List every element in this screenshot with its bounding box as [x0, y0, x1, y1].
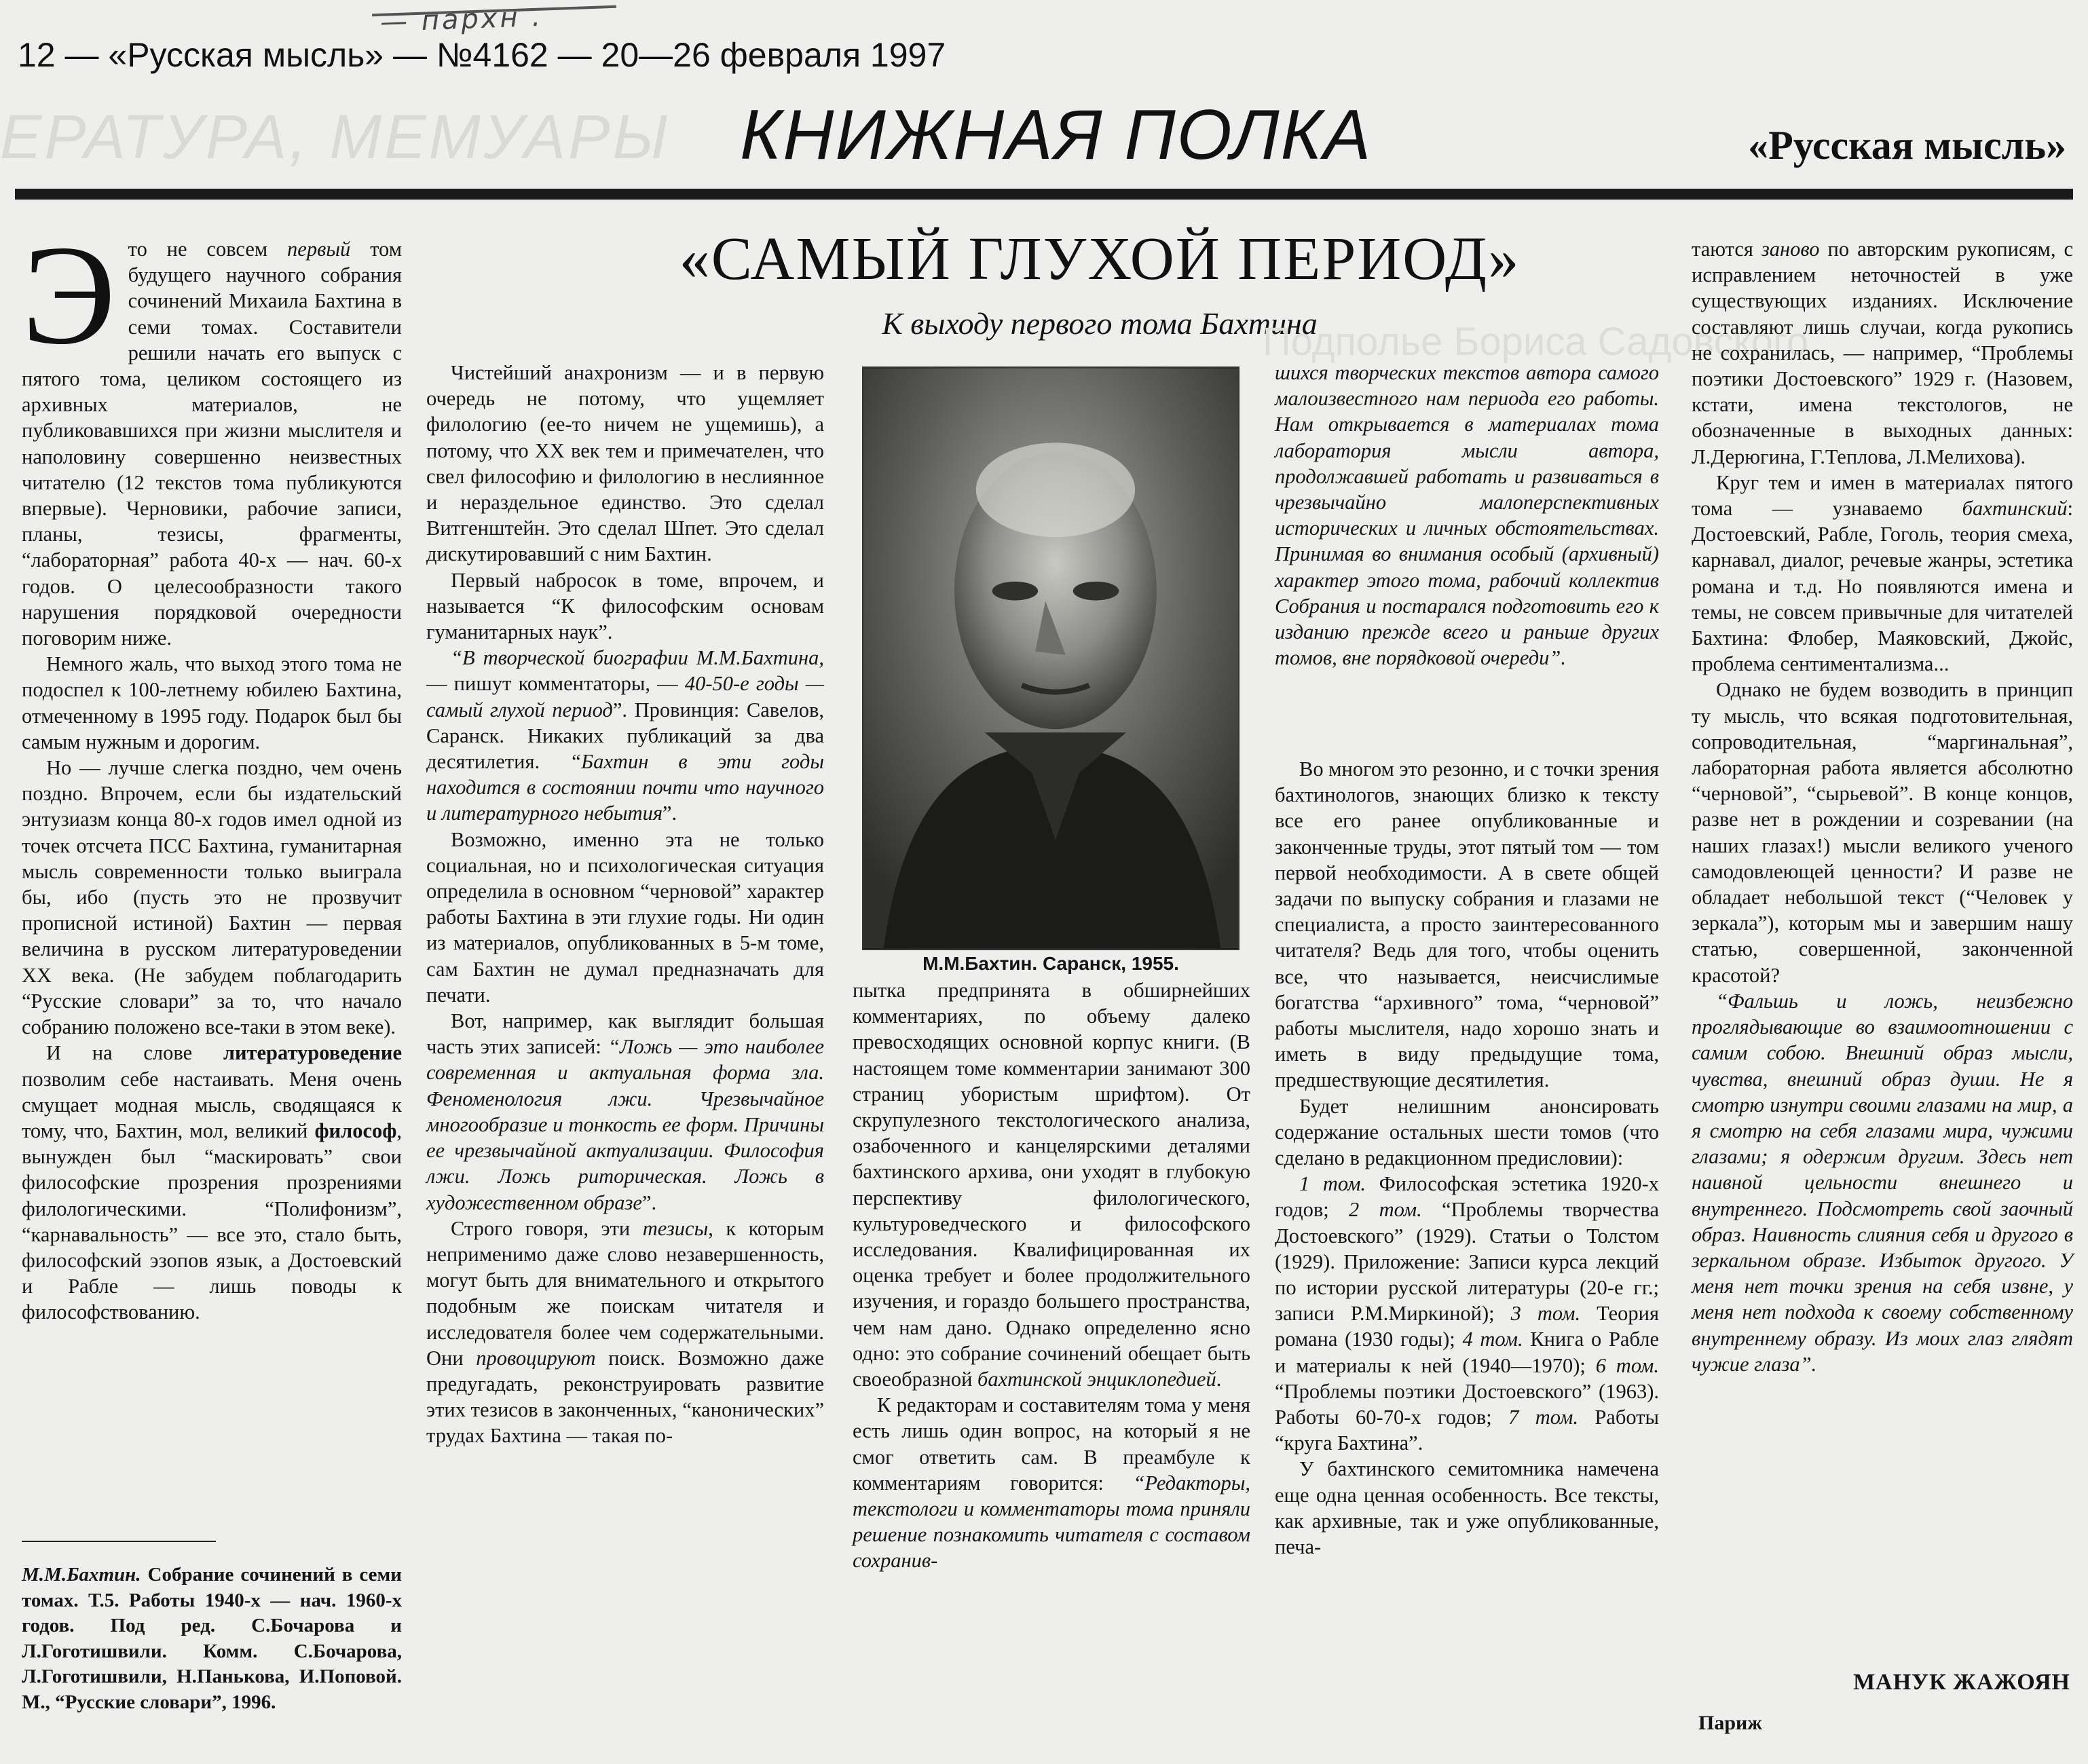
paragraph: Во многом это резонно, и с точки зрения бахтинологов, знающих близко к тексту все его ранее опубликованные и законченные труды, этот пятый том — том первой необходимости. А в свете общей задачи по выпуску собрания и глазами не специалиста, а просто заинтересованного читателя? Ведь для того, чтобы оценить все, что называется, неисчислимые богатства “архивного” тома, “черновой” работы мыслителя, надо хорошо знать и иметь в виду предыдущие тома, предшествующие десятилетия. [1275, 757, 1659, 1092]
paragraph: таются заново по авторским рукописям, с исправлением неточностей в уже существующих изданиях. Исключение составляют лишь случаи, когда рукопись не сохранилась, — например, “Проблемы поэтики Достоевского” 1929 г. (Назовем, кстати, имена текстологов, не обозначенные в выходных данных: Л.Дерюгина, Г.Теплова, Л.Мелихова). [1692, 238, 2074, 468]
article-column-3-top [1275, 360, 1659, 671]
article-column-4 [1275, 756, 1659, 1560]
newspaper-brand: «Русская мысль» [1748, 123, 2066, 168]
drop-cap: Э [22, 217, 116, 374]
author-name: МАНУК ЖАЖОЯН [1853, 1670, 2070, 1695]
author-location: Париж [1698, 1712, 1763, 1734]
paragraph: Вот, например, как выглядит большая часть этих записей: “Ложь — это наиболее современная и актуальная форма зла. Феноменология лжи. Чрезвычайное многообразие и тонкость ее форм. Причины ее чрезвычайной актуализации. Философия лжи. Ложь риторическая. Ложь в художественном образе”. [426, 1009, 824, 1214]
article-column-5 [1692, 236, 2073, 1377]
paragraph: Это не совсем первый том будущего научного собрания сочинений Михаила Бахтина в семи томах. Составители решили начать его выпуск с пятого тома, целиком состоящего из архивных материалов, не публиковавшихся при жизни мыслителя и наполовину совершенно неизвестных читателю (12 текстов тома публикуются впервые). Черновики, рабочие записи, планы, тезисы, фрагменты, “лабораторная” работа 40-х — нач. 60-х годов. О целесообразности такого нарушения порядковой очередности поговорим ниже. [22, 217, 402, 650]
article-column-1 [22, 217, 402, 1326]
bleed-through-text: ЕРАТУРА, МЕМУАРЫ [0, 102, 671, 172]
article-headline: «САМЫЙ ГЛУХОЙ ПЕРИОД» [679, 225, 1521, 293]
paragraph: шихся творческих текстов автора самого малоизвестного нам периода его работы. Нам открывается в материалах тома лаборатория мысли автора, продолжавшей работать и развиваться в чрезвычайно малоперспективных исторических и личных обстоятельствах. Принимая во внимания особый (архивный) характер этого тома, рабочий коллектив Собрания и постарался подготовить его к изданию прежде всего и раньше других томов, вне порядковой очереди”. [1275, 361, 1659, 670]
article-subheadline: К выходу первого тома Бахтина [882, 306, 1318, 341]
paragraph: 1 том. Философская эстетика 1920-х годов; 2 том. “Проблемы творчества Достоевского” (1929). Статьи о Толстом (1929). Приложение: Записи курса лекций по истории русской литературы (20-е гг.; записи Р.М.Миркиной); 3 том. Теория романа (1930 годы); 4 том. Книга о Рабле и материалы к ней (1940—1970); 6 том. “Проблемы поэтики Достоевского” (1963). Работы 60-70-х годов; 7 том. Работы “круга Бахтина”. [1275, 1172, 1660, 1455]
paragraph: И на слове литературоведение позволим себе настаивать. Меня очень смущает модная мысль, сводящаяся к тому, что, Бахтин, мол, великий философ, вынужден был “маскировать” свои философские прозрения прозрениями филологическими. “Полифонизм”, “карнавальность” — все это, стало быть, философский эзопов язык, а Достоевский и Рабле — лишь поводы к философствованию. [22, 1041, 402, 1324]
paragraph: пытка предпринята в обширнейших комментариях, по объему далеко превосходящих основной корпус книги. (В настоящем томе комментарии занимают 300 страниц убористым шрифтом). От скрупулезного текстологического анализа, озабоченного и канцелярскими деталями бахтинского архива, они уходят в глубокую перспективу филологического, культуроведческого и философского исследования. Квалифицированная их оценка требует и более продолжительного изучения, и гораздо большего пространства, чем нам дано. Однако определенно ясно одно: это собрание сочинений обещает быть своеобразной бахтинской энциклопедией. [853, 979, 1250, 1391]
paragraph: “Фальшь и ложь, неизбежно проглядывающие во взаимоотношении с самим собою. Внешний образ мысли, чувства, внешний образ души. Не я смотрю изнутри своими глазами на мир, а я смотрю на себя глазами мира, чужими глазами; я одержим другим. Здесь нет наивной цельности внешнего и внутреннего. Подсмотреть свой заочный образ. Наивность слияния себя и другого в зеркальном образе. Избыток другого. У меня нет точки зрения на себя извне, у меня нет подхода к своему собственному внутреннему образу. Из моих глаз глядят чужие глаза”. [1692, 989, 2073, 1376]
article-column-2 [426, 360, 824, 1449]
paragraph: Возможно, именно эта не только социальная, но и психологическая ситуация определила в основном “черновой” характер работы Бахтина в эти глухие годы. Ни один из материалов, опубликованных в 5-м томе, сам Бахтин не думал предназначать для печати. [426, 827, 824, 1007]
photo-caption: М.М.Бахтин. Саранск, 1955. [922, 953, 1179, 974]
paragraph: Будет нелишним анонсировать содержание остальных шести томов (что сделано в редакционном предисловии): [1275, 1094, 1659, 1170]
paragraph: Первый набросок в томе, впрочем, и называется “К философским основам гуманитарных наук”. [426, 568, 824, 644]
paragraph: Немного жаль, что выход этого тома не подоспел к 100-летнему юбилею Бахтина, отмеченному в 1995 году. Подарок был бы самым нужным и дорогим. [22, 652, 402, 753]
footnote-divider [22, 1541, 216, 1542]
bleed-through-heading: Подполье Бориса Садовского [1263, 320, 1809, 364]
paragraph: Круг тем и имен в материалах пятого тома — узнаваемо бахтинский: Достоевский, Рабле, Гоголь, теория смеха, карнавал, диалог, речевые жанры, эстетика романа и т.д. Но появляются имена и темы, не совсем привычные для читателей Бахтина: Флобер, Маяковский, Джойс, проблема сентиментализма... [1692, 470, 2073, 676]
paragraph: Однако не будем возводить в принцип ту мысль, что всякая подготовительная, сопроводительная, “маргинальная”, лабораторная работа является абсолютно “черновой”, “сырьевой”. В конце концов, разве нет в рождении и созревании (на наших глазах!) мысли великого ученого самодовлеющей ценности? И разве не обладает небольшой текст (“Человек у зеркала”), которым мы и завершим нашу статью, совершенной, законченной красотой? [1692, 678, 2073, 987]
section-title: КНИЖНАЯ ПОЛКА [740, 96, 1373, 174]
portrait-image [863, 368, 1238, 949]
paragraph: “В творческой биографии М.М.Бахтина, — пишут комментаторы, — 40-50-е годы — самый глухой период”. Провинция: Савелов, Саранск. Никаких публикаций за два десятилетия. “Бахтин в эти годы находится в состоянии почти что научного и литературного небытия”. [426, 646, 824, 825]
header-rule [15, 189, 2073, 200]
paragraph: У бахтинского семитомника намечена еще одна ценная особенность. Все тексты, как архивные, так и уже опубликованные, печа- [1275, 1457, 1659, 1559]
bibliographic-note: М.М.Бахтин. Собрание сочинений в семи томах. Т.5. Работы 1940-х — нач. 1960-х годов. Под ред. С.Бочарова и Л.Гоготишвили. Комм. С.Бочарова, Л.Гоготишвили, Н.Панькова, И.Поповой. М., “Русские словари”, 1996. [22, 1564, 402, 1713]
paragraph: Чистейший анахронизм — и в первую очередь не потому, что ущемляет филологию (ее-то ничем не ущемишь), а потому, что XX век тем и примечателен, что свел философию и филологию в неслиянное и нераздельное единство. Это сделал Витгенштейн. Это сделал Шпет. Это сделал дискутировавший с ним Бахтин. [426, 361, 824, 566]
paragraph: Но — лучше слегка поздно, чем очень поздно. Впрочем, если бы издательский энтузиазм конца 80-х годов имел одной из точек отсчета ПСС Бахтина, гуманитарная мысль современности только выиграла бы, ибо (пусть это не прозвучит прописной истиной) Бахтин — первая величина в русском литературоведении XX века. (Не забудем поблагодарить “Русские словари” за то, что начало собранию положено все-таки в этом веке). [22, 756, 402, 1039]
page-header-line: 12 — «Русская мысль» — №4162 — 20—26 февраля 1997 [18, 36, 946, 74]
handwritten-note: — пархн . [379, 1, 544, 39]
article-column-3 [853, 977, 1250, 1574]
paragraph: Строго говоря, эти тезисы, к которым неприменимо даже слово незавершенность, могут быть для внимательного и открытого подобным же поискам читателя и исследователя более чем содержательными. Они провоцируют поиск. Возможно даже предугадать, реконструировать развитие этих тезисов в законченных, “канонических” трудах Бахтина — такая по- [426, 1216, 825, 1448]
portrait-photo [862, 367, 1239, 950]
paragraph: К редакторам и составителям тома у меня есть лишь один вопрос, на который я не смог ответить сам. В преамбуле к комментариям говорится: “Редакторы, текстологи и комментаторы тома приняли решение познакомить читателя с составом сохранив- [853, 1393, 1250, 1573]
